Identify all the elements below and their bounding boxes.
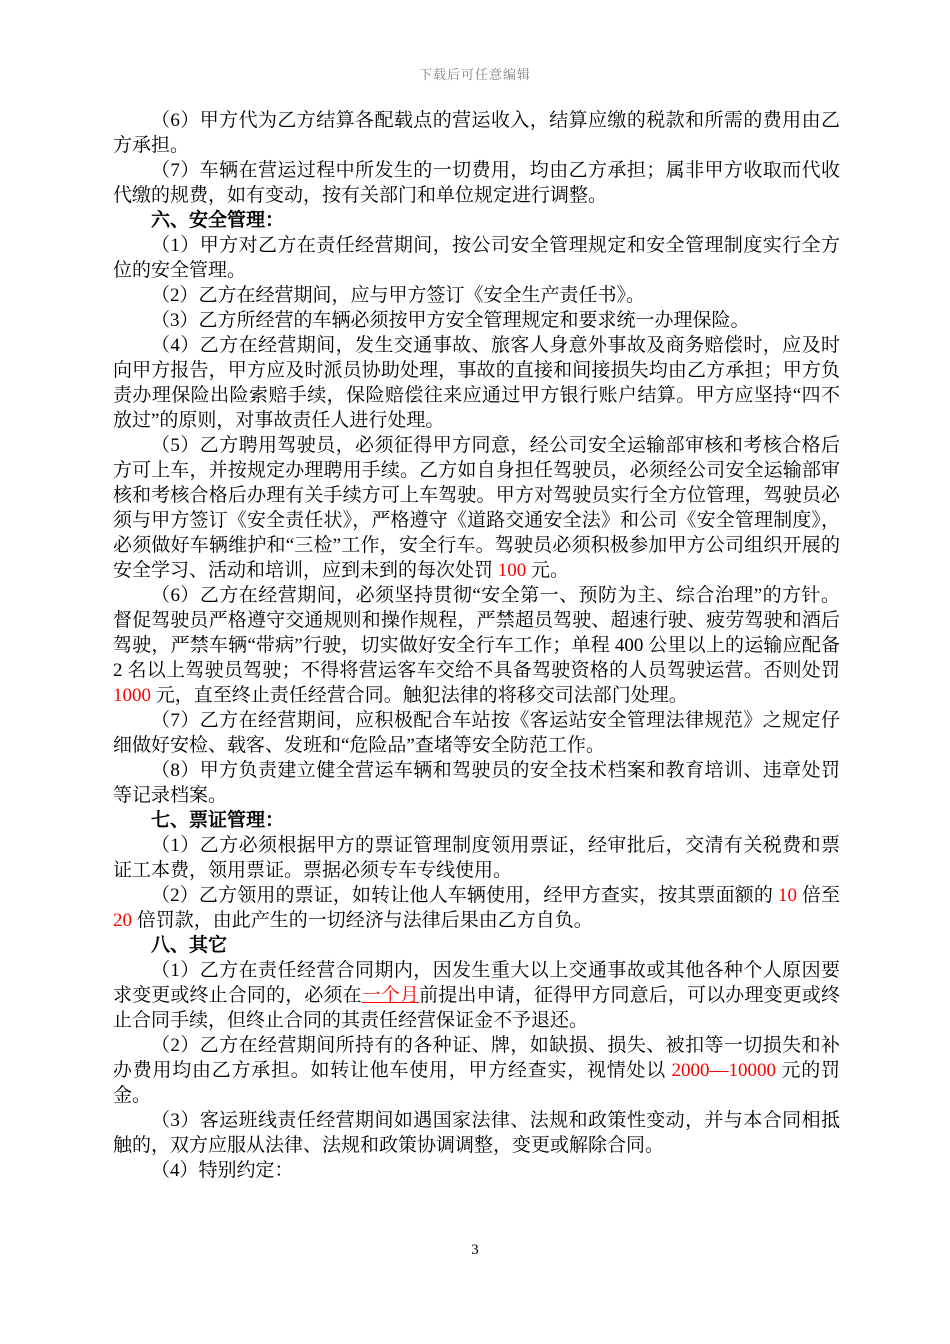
- paragraph: [113, 883, 840, 933]
- text-run: （5）乙方聘用驾驶员，必须征得甲方同意，经公司安全运输部审核和考核合格后方可上车，并按规定办理聘用手续。乙方如自身担任驾驶员，必须经公司安全运输部审核和考核合格后办理有关手续方可上车驾驶。甲方对驾驶员实行全方位管理，驾驶员必须与甲方签订《安全责任状》，严格遵守《道路交通安全法》和公司《安全管理制度》，必须做好车辆维护和“三检”工作，安全行车。驾驶员必须积极参加甲方公司组织开展的安全学习、活动和培训，应到未到的每次处罚: [113, 435, 840, 581]
- text-run: 元的罚金。: [113, 1060, 840, 1106]
- highlighted-text: 100: [497, 560, 527, 581]
- text-run: （2）乙方在经营期间所持有的各种证、牌，如缺损、损失、被扣等一切损失和补办费用均由乙方承担。如转让他车使用，甲方经查实，视情处以: [113, 1035, 840, 1081]
- paragraph: [113, 333, 840, 433]
- paragraph: [113, 1033, 840, 1108]
- text-run: （6）乙方在经营期间，必须坚持贯彻“安全第一、预防为主、综合治理”的方针。督促驾驶员严格遵守交通规则和操作规程，严禁超员驾驶、超速行驶、疲劳驾驶和酒后驾驶，严禁车辆“带病”行驶，切实做好安全行车工作；单程 400 公里以上的运输应配备 2 名以上驾驶员驾驶；不得将营运客车交给不具备驾驶资格的人员驾驶运营。否则处罚: [113, 585, 840, 681]
- paragraph: [113, 833, 840, 883]
- paragraph: [113, 308, 840, 333]
- paragraph: [113, 233, 840, 283]
- text-run: 倍罚款，由此产生的一切经济与法律后果由乙方自负。: [132, 910, 593, 931]
- text-run: 八、其它: [151, 935, 228, 956]
- paragraph: [113, 108, 840, 158]
- highlighted-text: 1000: [113, 685, 151, 706]
- text-run: 元，直至终止责任经营合同。触犯法律的将移交司法部门处理。: [151, 685, 688, 706]
- text-run: （8）甲方负责建立健全营运车辆和驾驶员的安全技术档案和教育培训、违章处罚等记录档案。: [113, 760, 840, 806]
- text-run: （6）甲方代为乙方结算各配载点的营运收入，结算应缴的税款和所需的费用由乙方承担。: [113, 110, 840, 156]
- paragraph: [113, 1158, 840, 1183]
- text-run: （3）乙方所经营的车辆必须按甲方安全管理规定和要求统一办理保险。: [151, 310, 750, 331]
- highlighted-text: 10: [777, 885, 797, 906]
- text-run: 元。: [526, 560, 570, 581]
- paragraph: [113, 958, 840, 1033]
- text-run: （1）乙方在责任经营合同期内，因发生重大以上交通事故或其他各种个人原因要求变更或终止合同的，必须在: [113, 960, 840, 1006]
- section-heading: [113, 808, 840, 833]
- highlighted-text: 一个月: [361, 985, 420, 1006]
- highlighted-text: 2000—10000: [671, 1060, 776, 1081]
- highlighted-text: 20: [113, 910, 132, 931]
- paragraph: [113, 158, 840, 208]
- text-run: 七、票证管理：: [151, 810, 285, 831]
- text-run: （4）特别约定：: [151, 1160, 294, 1181]
- document-body: [113, 108, 840, 1183]
- paragraph: [113, 708, 840, 758]
- paragraph: [113, 433, 840, 583]
- paragraph: [113, 283, 840, 308]
- text-run: （1）甲方对乙方在责任经营期间，按公司安全管理规定和安全管理制度实行全方位的安全管理。: [113, 235, 840, 281]
- text-run: （2）乙方领用的票证，如转让他人车辆使用，经甲方查实，按其票面额的: [151, 885, 778, 906]
- text-run: （2）乙方在经营期间，应与甲方签订《安全生产责任书》。: [151, 285, 646, 306]
- text-run: （7）车辆在营运过程中所发生的一切费用，均由乙方承担；属非甲方收取而代收代缴的规费，如有变动，按有关部门和单位规定进行调整。: [113, 160, 840, 206]
- text-run: （4）乙方在经营期间，发生交通事故、旅客人身意外事故及商务赔偿时，应及时向甲方报告，甲方应及时派员协助处理，事故的直接和间接损失均由乙方承担；甲方负责办理保险出险索赔手续，保险赔偿往来应通过甲方银行账户结算。甲方应坚持“四不放过”的原则，对事故责任人进行处理。: [113, 335, 840, 431]
- text-run: （7）乙方在经营期间，应积极配合车站按《客运站安全管理法律规范》之规定仔细做好安检、载客、发班和“危险品”查堵等安全防范工作。: [113, 710, 840, 756]
- text-run: （1）乙方必须根据甲方的票证管理制度领用票证，经审批后，交清有关税费和票证工本费，领用票证。票据必须专车专线使用。: [113, 835, 840, 881]
- page-number: 3: [471, 1242, 479, 1258]
- section-heading: [113, 208, 840, 233]
- text-run: （3）客运班线责任经营期间如遇国家法律、法规和政策性变动，并与本合同相抵触的，双方应服从法律、法规和政策协调调整，变更或解除合同。: [113, 1110, 840, 1156]
- paragraph: [113, 1108, 840, 1158]
- text-run: 前提出申请，征得甲方同意后，可以办理变更或终止合同手续，但终止合同的其责任经营保证金不予退还。: [113, 985, 840, 1031]
- paragraph: [113, 758, 840, 808]
- text-run: 六、安全管理：: [151, 210, 285, 231]
- text-run: 倍至: [796, 885, 840, 906]
- paragraph: [113, 583, 840, 708]
- header-note: 下载后可任意编辑: [418, 67, 531, 82]
- section-heading: [113, 933, 840, 958]
